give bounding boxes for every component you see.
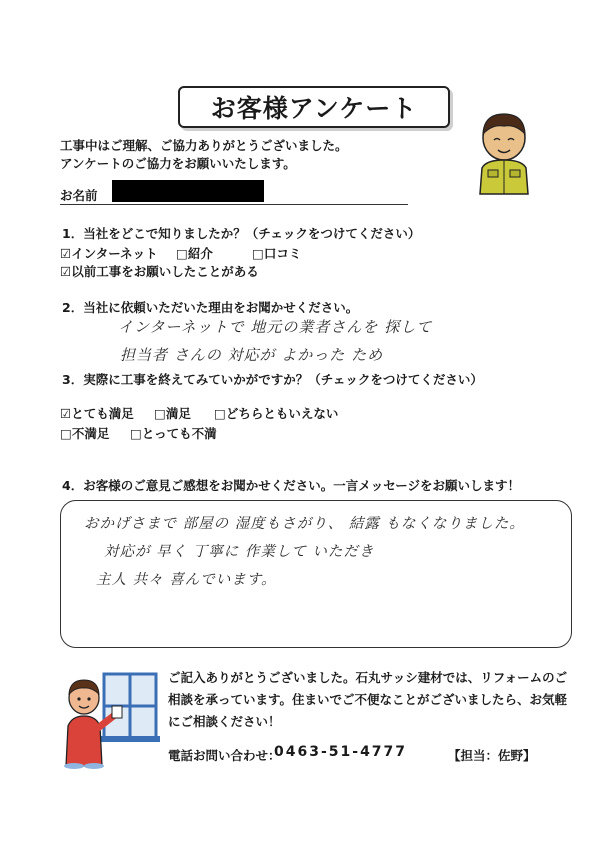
clerk-window-illustration — [58, 670, 160, 770]
name-label: お名前 — [60, 188, 98, 203]
q3-option-very-satisfied[interactable]: ☑とても満足 — [60, 406, 134, 421]
q2-answer-line-2: 担当者 さんの 対応が よかった ため — [120, 346, 384, 364]
footer-line-1: ご記入ありがとうございました。石丸サッシ建材では、リフォームのご — [168, 670, 568, 685]
checkbox-icon: □ — [60, 426, 72, 441]
q4-comment-line-1: おかげさまで 部屋の 湿度もさがり、 結露 もなくなりました。 — [84, 516, 525, 532]
q2-answer-line-1: インターネットで 地元の業者さんを 探して — [118, 318, 433, 336]
q4-comment-line-2: 対応が 早く 丁寧に 作業して いただき — [104, 544, 375, 560]
checkbox-icon: □ — [130, 426, 142, 441]
q3-option-dissatisfied[interactable]: □不満足 — [60, 426, 110, 441]
checkbox-icon: □ — [214, 406, 226, 421]
q3-option-satisfied[interactable]: □満足 — [154, 406, 191, 421]
phone-number[interactable]: 0463-51-4777 — [274, 744, 408, 760]
q1-question: 1．当社をどこで知りましたか？（チェックをつけてください） — [62, 226, 421, 241]
q1-option-internet[interactable]: ☑インターネット — [60, 246, 158, 261]
checkbox-checked-icon: ☑ — [60, 264, 72, 279]
staff-label: 【担当：佐野】 — [448, 748, 536, 763]
q2-question: 2．当社に依頼いただいた理由をお聞かせください。 — [62, 300, 359, 315]
q1-option-previous-work[interactable]: ☑以前工事をお願いしたことがある — [60, 264, 259, 279]
q3-question: 3．実際に工事を終えてみていかがですか？（チェックをつけてください） — [62, 372, 483, 387]
checkbox-checked-icon: ☑ — [60, 406, 72, 421]
name-underline — [60, 204, 408, 205]
name-redaction — [112, 180, 264, 202]
q3-option-very-dissatisfied[interactable]: □とっても不満 — [130, 426, 217, 441]
intro-line-2: アンケートのご協力をお願いいたします。 — [60, 156, 296, 171]
q4-question: 4．お客様のご意見ご感想をお聞かせください。一言メッセージをお願いします！ — [62, 478, 520, 493]
q1-option-word-of-mouth[interactable]: □口コミ — [252, 246, 302, 261]
worker-illustration — [466, 104, 542, 196]
q1-option-referral[interactable]: □紹介 — [176, 246, 213, 261]
survey-title: お客様アンケート — [178, 86, 450, 128]
q4-comment-line-3: 主人 共々 喜んでいます。 — [96, 572, 277, 588]
footer-line-3: にご相談ください！ — [168, 714, 281, 729]
q3-option-neutral[interactable]: □どちらともいえない — [214, 406, 339, 421]
intro-line-1: 工事中はご理解、ご協力ありがとうございました。 — [60, 138, 348, 153]
checkbox-icon: □ — [154, 406, 166, 421]
phone-label: 電話お問い合わせ： — [168, 748, 281, 763]
checkbox-icon: □ — [176, 246, 188, 261]
footer-line-2: 相談を承っています。住まいでご不便なことがございましたら、お気軽 — [168, 692, 568, 707]
checkbox-checked-icon: ☑ — [60, 246, 72, 261]
checkbox-icon: □ — [252, 246, 264, 261]
